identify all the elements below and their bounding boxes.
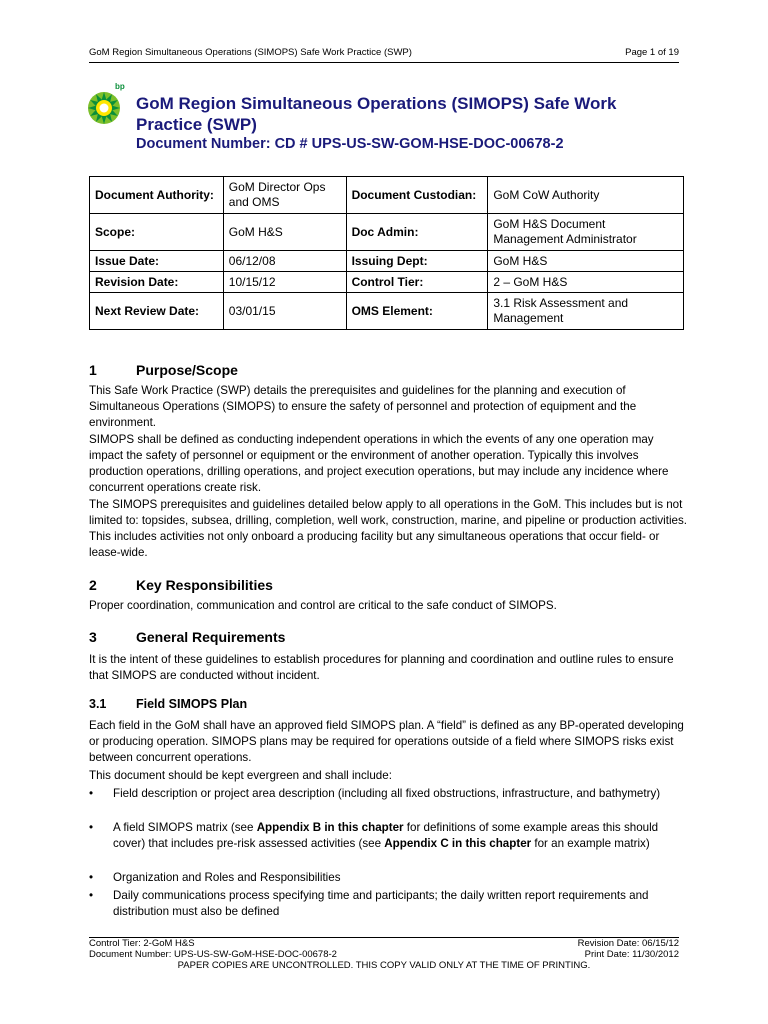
document-page: GoM Region Simultaneous Operations (SIMOPS) Safe Work Practice (SWP) Page 1 of 19 bp GoM Region Simultaneous Operations (SIMOPS) Safe Work Practice (SWP) Document Number: CD # UPS-US-SW-GOM-HSE-DOC-00678-2 Document Authority: GoM Director Ops and OMS Document Custodian: GoM CoW Authority Scope: GoM H&S Doc Admin: GoM H&S Document Management Administrator Issue Date: 06/12/08 Issuing Dept: GoM H&S Revision Date: 10/15/12 Control Tier: 2 – GoM H&S Next Review Date: 03/01/15 OMS Element: 3.1 Risk Assessment and Management 1 Purpose/Scope This Safe Work Practice (SWP) details the prerequisites and guidelines for the planning and execution of Simultaneous Operations (SIMOPS) to ensure the safety of personnel and protection of equipment and the environment. SIMOPS shall be defined as conducting independent operations in which the events of any one operation may impact the safety of personnel or equipment or the environment of another operation. Typically this involves production operations, drilling operations, and project execution operations, but may include any incidence where concurrent operations create risk. The SIMOPS prerequisites and guidelines detailed below apply to all operations in the GoM. This includes but is not limited to: topsides, subsea, drilling, completion, well work, construction, marine, and pipeline or production activities. This includes activities not only onboard a producing facility but any simultaneous operations that occur field- or lease-wide. 2 Key Responsibilities Proper coordination, communication and control are critical to the safe conduct of SIMOPS. 3 General Requirements It is the intent of these guidelines to establish procedures for planning and coordination and outline rules to ensure that SIMOPS are conducted without incident. 3.1 Field SIMOPS Plan Each field in the GoM shall have an approved field SIMOPS plan. A “field” is defined as any BP-operated developing or producing operation. SIMOPS plans may be required for operations outside of a field where SIMOPS risks exist between concurrent operations. This document should be kept evergreen and shall include: • Field description or project area description (including all fixed obstructions, infrastructure, and bathymetry) • A field SIMOPS matrix (see Appendix B in this chapter for definitions of some example areas this should cover) that includes pre-risk assessed activities (see Appendix C in this chapter for an example matrix) • Organization and Roles and Responsibilities • Daily communications process specifying time and participants; the daily written report requirements and distribution must also be defined Control Tier: 2-GoM H&S Revision Date: 06/15/12 Document Number: UPS-US-SW-GoM-HSE-DOC-00678-2 Print Date: 11/30/2012 PAPER COPIES ARE UNCONTROLLED. THIS COPY VALID ONLY AT THE TIME OF PRINTING. [0, 0, 768, 1024]
table-row [90, 177, 684, 214]
paragraph: This document should be kept evergreen and shall include: [89, 769, 392, 782]
table-key: Revision Date: [90, 272, 224, 293]
table-key: Document Custodian: [346, 177, 488, 214]
footer-print-date: Print Date: 11/30/2012 [584, 949, 679, 960]
paragraph: Proper coordination, communication and control are critical to the safe conduct of SIMOPS. [89, 599, 557, 612]
section-heading-key-responsibilities: 2 Key Responsibilities [89, 577, 273, 593]
running-header [89, 46, 679, 63]
table-value: GoM Director Ops and OMS [223, 177, 346, 214]
table-value: 3.1 Risk Assessment and Management [488, 293, 684, 330]
table-row [90, 251, 684, 272]
paragraph: This Safe Work Practice (SWP) details the prerequisites and guidelines for the planning and execution of Simultaneous Operations (SIMOPS) to ensure the safety of personnel and protection of equipment and the environment. [89, 384, 637, 429]
subsection-heading-field-simops-plan: 3.1 Field SIMOPS Plan [89, 697, 248, 711]
table-value: GoM CoW Authority [488, 177, 684, 214]
section-heading-purpose-scope: 1 Purpose/Scope [89, 362, 238, 378]
table-key: OMS Element: [346, 293, 488, 330]
table-key: Document Authority: [90, 177, 224, 214]
footer-notice: PAPER COPIES ARE UNCONTROLLED. THIS COPY VALID ONLY AT THE TIME OF PRINTING. [177, 960, 591, 971]
table-value: 2 – GoM H&S [488, 272, 684, 293]
table-key: Issue Date: [90, 251, 224, 272]
footer-control-tier: Control Tier: 2-GoM H&S [89, 938, 195, 949]
paragraph: The SIMOPS prerequisites and guidelines detailed below apply to all operations in the GoM. This includes but is not limited to: topsides, subsea, drilling, completion, well work, construction, marine, and pipeline or production activities. This includes activities not only onboard a producing facility but any simultaneous operations that occur field- or lease-wide. [89, 498, 688, 559]
footer-revision-date: Revision Date: 06/15/12 [577, 938, 679, 949]
bullet-icon: • [89, 889, 94, 902]
document-title: GoM Region Simultaneous Operations (SIMOPS) Safe Work Practice (SWP) [136, 94, 617, 134]
table-key: Issuing Dept: [346, 251, 488, 272]
page-number: Page 1 of 19 [625, 47, 679, 58]
table-value: GoM H&S [488, 251, 684, 272]
table-key: Scope: [90, 214, 224, 251]
table-row [90, 214, 684, 251]
section-heading-general-requirements: 3 General Requirements [89, 629, 286, 645]
paragraph: Each field in the GoM shall have an approved field SIMOPS plan. A “field” is defined as any BP-operated developing or producing operation. SIMOPS plans may be required for operations outside of a field where SIMOPS risks exist between concurrent operations. [89, 719, 684, 764]
table-key: Control Tier: [346, 272, 488, 293]
table-key: Next Review Date: [90, 293, 224, 330]
bullet-icon: • [89, 821, 94, 834]
paragraph: SIMOPS shall be defined as conducting independent operations in which the events of any one operation may impact the safety of personnel or equipment or the environment of another operation. Typically this involves production operations, drilling operations, and project execution operations, but may include any incidence where concurrent operations create risk. [89, 433, 669, 494]
table-value: 06/12/08 [223, 251, 346, 272]
bp-logo-text: bp [115, 82, 125, 91]
document-metadata-table [89, 176, 684, 330]
document-number: Document Number: CD # UPS-US-SW-GOM-HSE-DOC-00678-2 [136, 136, 564, 152]
table-value: GoM H&S Document Management Administrator [488, 214, 684, 251]
page-footer [89, 937, 679, 971]
table-key: Doc Admin: [346, 214, 488, 251]
bullet-icon: • [89, 787, 94, 800]
running-title: GoM Region Simultaneous Operations (SIMOPS) Safe Work Practice (SWP) [89, 47, 412, 58]
table-row [90, 272, 684, 293]
table-value: 10/15/12 [223, 272, 346, 293]
paragraph: It is the intent of these guidelines to establish procedures for planning and coordination and outline rules to ensure that SIMOPS are conducted without incident. [89, 653, 674, 682]
table-value: 03/01/15 [223, 293, 346, 330]
bullet-icon: • [89, 871, 94, 884]
bp-helios-logo [86, 81, 132, 127]
table-value: GoM H&S [223, 214, 346, 251]
footer-document-number: Document Number: UPS-US-SW-GoM-HSE-DOC-00678-2 [89, 949, 337, 960]
table-row [90, 293, 684, 330]
